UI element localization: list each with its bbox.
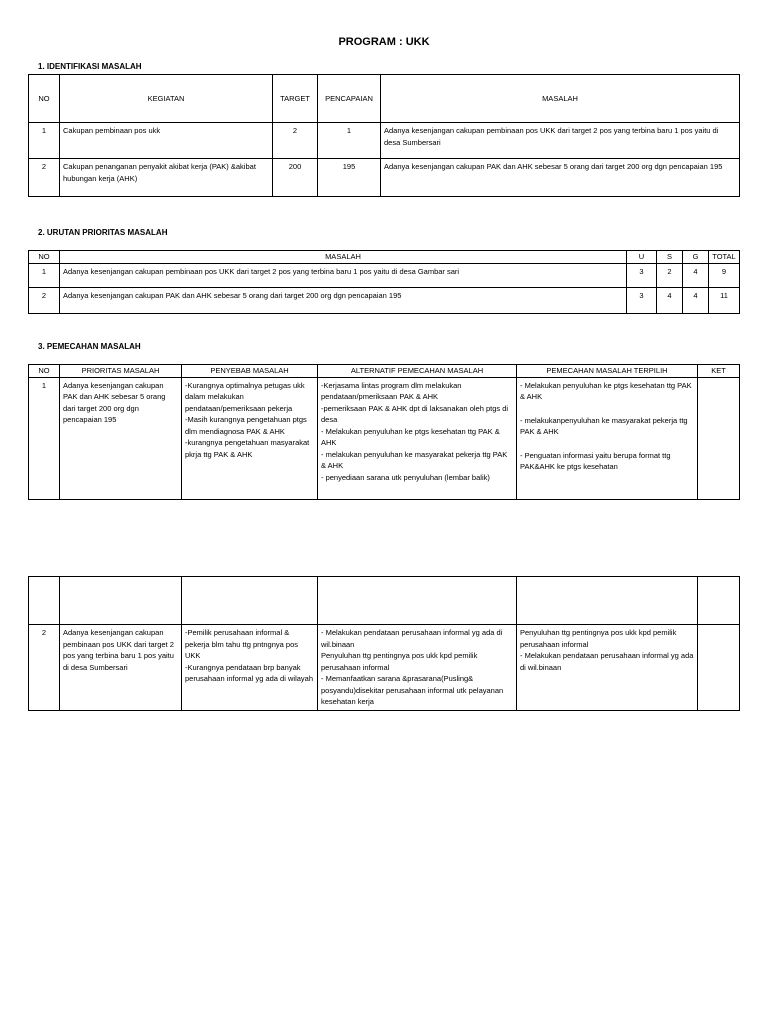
cell-no: 1 <box>29 263 60 287</box>
cell-u: 3 <box>627 287 657 313</box>
cell-no: 2 <box>29 159 60 197</box>
cell-target: 2 <box>273 123 318 159</box>
col-header: KET <box>698 365 740 378</box>
blank-cell <box>60 577 182 625</box>
col-header: ALTERNATIF PEMECAHAN MASALAH <box>318 365 517 378</box>
blank-cell <box>517 577 698 625</box>
list-item: - penyediaan sarana utk penyuluhan (lembar balik) <box>321 472 490 482</box>
cell-no: 1 <box>29 377 60 499</box>
col-header: NO <box>29 251 60 264</box>
prioritas-table <box>28 250 740 314</box>
list-item: -pemeriksaan PAK & AHK dpt di laksanakan oleh ptgs di desa <box>321 403 509 424</box>
page-title: PROGRAM : UKK <box>338 36 430 48</box>
table-row <box>29 377 740 499</box>
list-item: - melakukan penyuluhan ke masyarakat pekerja ttg PAK & AHK <box>321 449 508 470</box>
table-row <box>29 625 740 711</box>
cell-target: 200 <box>273 159 318 197</box>
list-item: - Melakukan pendataan perusahaan informal yg ada di wil.binaan <box>321 628 503 649</box>
col-header: MASALAH <box>60 251 627 264</box>
table-row <box>29 123 740 159</box>
list-item: -Kurangnya pendataan brp banyak perusahaan informal yg ada di wilayah <box>185 662 313 683</box>
list-item: -Kerjasama lintas program dlm melakukan pendataan/pmeriksaan PAK & AHK <box>321 380 462 401</box>
cell-terpilih <box>517 377 698 499</box>
cell-total: 9 <box>709 263 740 287</box>
list-item: -Kurangnya optimalnya petugas ukk dalam melakukan pendataan/pemeriksaan pekerja <box>185 380 305 413</box>
table-blank-row <box>29 577 740 625</box>
section-2-heading: 2. URUTAN PRIORITAS MASALAH <box>38 228 168 237</box>
cell-masalah: Adanya kesenjangan cakupan PAK dan AHK sebesar 5 orang dari target 200 org dgn pencapaian 195 <box>381 159 740 197</box>
cell-penyebab <box>182 625 318 711</box>
cell-ket <box>698 377 740 499</box>
list-item: - Memanfaatkan sarana &prasarana(Pusling& posyandu)disekitar perusahaan informal utk pelayanan kesehatan kerja <box>321 674 504 706</box>
col-header: NO <box>29 75 60 123</box>
blank-cell <box>29 577 60 625</box>
cell-g: 4 <box>683 287 709 313</box>
cell-pencapaian: 195 <box>318 159 381 197</box>
col-header: TARGET <box>273 75 318 123</box>
cell-alternatif <box>318 377 517 499</box>
cell-s: 2 <box>657 263 683 287</box>
cell-u: 3 <box>627 263 657 287</box>
list-item: -kurangnya pengetahuan masyarakat pkrja ttg PAK & AHK <box>185 438 310 459</box>
table-header-row <box>29 75 740 123</box>
pemecahan-table-continued <box>28 576 740 711</box>
cell-g: 4 <box>683 263 709 287</box>
cell-masalah: Adanya kesenjangan cakupan PAK dan AHK sebesar 5 orang dari target 200 org dgn pencapaian 195 <box>60 287 627 313</box>
col-header: G <box>683 251 709 264</box>
cell-terpilih <box>517 625 698 711</box>
list-item: - Penguatan informasi yaitu berupa format ttg PAK&AHK ke ptgs kesehatan <box>520 450 671 471</box>
col-header: PENYEBAB MASALAH <box>182 365 318 378</box>
cell-alternatif <box>318 625 517 711</box>
col-header: PRIORITAS MASALAH <box>60 365 182 378</box>
col-header: PEMECAHAN MASALAH TERPILIH <box>517 365 698 378</box>
cell-kegiatan: Cakupan penanganan penyakit akibat kerja (PAK) &akibat hubungan kerja (AHK) <box>60 159 273 197</box>
cell-s: 4 <box>657 287 683 313</box>
list-item: - Melakukan penyuluhan ke ptgs kesehatan ttg PAK & AHK <box>520 380 692 401</box>
table-row <box>29 263 740 287</box>
table-header-row <box>29 251 740 264</box>
blank-cell <box>182 577 318 625</box>
cell-kegiatan: Cakupan pembinaan pos ukk <box>60 123 273 159</box>
col-header: TOTAL <box>709 251 740 264</box>
cell-masalah: Adanya kesenjangan cakupan pembinaan pos UKK dari target 2 pos yang terbina baru 1 pos yaitu di desa Gambar sari <box>60 263 627 287</box>
cell-prioritas: Adanya kesenjangan cakupan pembinaan pos UKK dari target 2 pos yang terbina baru 1 pos yaitu di desa Sumbersari <box>60 625 182 711</box>
identifikasi-table <box>28 74 740 197</box>
col-header: PENCAPAIAN <box>318 75 381 123</box>
cell-penyebab <box>182 377 318 499</box>
list-item: Penyuluhan ttg pentingnya pos ukk kpd pemilik perusahaan informal <box>520 628 677 649</box>
list-item: - Melakukan penyuluhan ke ptgs kesehatan ttg PAK & AHK <box>321 426 500 447</box>
cell-prioritas: Adanya kesenjangan cakupan PAK dan AHK sebesar 5 orang dari target 200 org dgn pencapaian 195 <box>60 377 182 499</box>
blank-cell <box>318 577 517 625</box>
cell-pencapaian: 1 <box>318 123 381 159</box>
list-item: - Melakukan pendataan perusahaan informal yg ada di wil.binaan <box>520 651 694 672</box>
section-1-heading: 1. IDENTIFIKASI MASALAH <box>38 62 142 71</box>
table-row <box>29 159 740 197</box>
col-header: U <box>627 251 657 264</box>
list-item: -Masih kurangnya pengetahuan ptgs dlm mendiagnosa PAK & AHK <box>185 415 307 436</box>
cell-total: 11 <box>709 287 740 313</box>
cell-no: 1 <box>29 123 60 159</box>
blank-cell <box>698 577 740 625</box>
cell-no: 2 <box>29 287 60 313</box>
list-item: -Pemilik perusahaan informal & pekerja blm tahu ttg pntngnya pos UKK <box>185 628 298 660</box>
table-row <box>29 287 740 313</box>
table-header-row <box>29 365 740 378</box>
cell-ket <box>698 625 740 711</box>
pemecahan-table <box>28 364 740 500</box>
col-header: S <box>657 251 683 264</box>
list-item: - melakukanpenyuluhan ke masyarakat pekerja ttg PAK & AHK <box>520 415 688 436</box>
cell-masalah: Adanya kesenjangan cakupan pembinaan pos UKK dari target 2 pos yang terbina baru 1 pos yaitu di desa Sumbersari <box>381 123 740 159</box>
section-3-heading: 3. PEMECAHAN MASALAH <box>38 342 141 351</box>
col-header: MASALAH <box>381 75 740 123</box>
col-header: KEGIATAN <box>60 75 273 123</box>
list-item: Penyuluhan ttg pentingnya pos ukk kpd pemilik perusahaan informal <box>321 651 478 672</box>
cell-no: 2 <box>29 625 60 711</box>
col-header: NO <box>29 365 60 378</box>
